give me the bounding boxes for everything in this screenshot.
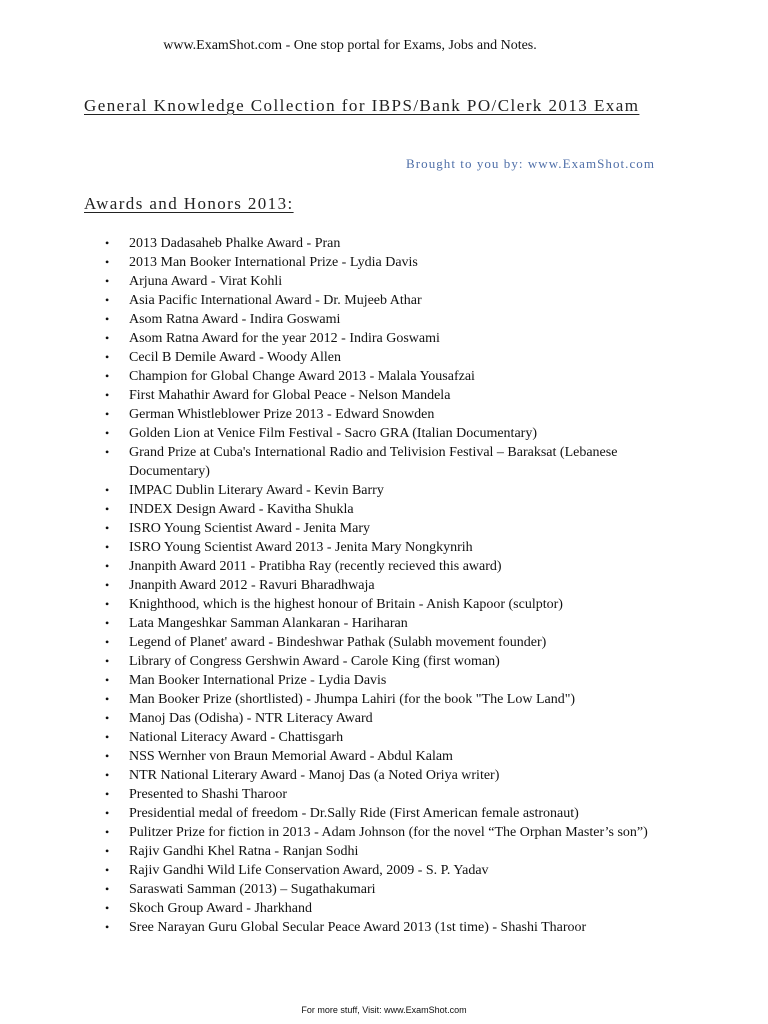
award-text: Knighthood, which is the highest honour of Britain - Anish Kapoor (sculptor) xyxy=(129,597,563,612)
header-banner: www.ExamShot.com - One stop portal for Exams, Jobs and Notes. xyxy=(163,38,537,53)
list-item xyxy=(105,918,675,937)
bullet-icon: • xyxy=(105,483,110,497)
award-text: Champion for Global Change Award 2013 - Malala Yousafzai xyxy=(129,369,475,384)
bullet-icon: • xyxy=(105,502,110,516)
list-item xyxy=(105,348,675,367)
award-text: Golden Lion at Venice Film Festival - Sacro GRA (Italian Documentary) xyxy=(129,426,537,441)
list-item xyxy=(105,747,675,766)
award-text: First Mahathir Award for Global Peace - Nelson Mandela xyxy=(129,388,451,403)
award-text: Skoch Group Award - Jharkhand xyxy=(129,901,313,916)
bullet-icon: • xyxy=(105,749,110,763)
award-text: Asia Pacific International Award - Dr. Mujeeb Athar xyxy=(129,293,422,308)
list-item xyxy=(105,690,675,709)
brought-by-line: Brought to you by: www.ExamShot.com xyxy=(406,156,655,171)
list-item xyxy=(105,367,675,386)
bullet-icon: • xyxy=(105,863,110,877)
list-item xyxy=(105,709,675,728)
award-text: Jnanpith Award 2012 - Ravuri Bharadhwaja xyxy=(129,578,375,593)
list-item xyxy=(105,253,675,272)
list-item xyxy=(105,310,675,329)
list-item xyxy=(105,234,675,253)
award-text: IMPAC Dublin Literary Award - Kevin Barry xyxy=(129,483,384,498)
list-item xyxy=(105,804,675,823)
list-item xyxy=(105,291,675,310)
award-text: ISRO Young Scientist Award - Jenita Mary xyxy=(129,521,370,536)
bullet-icon: • xyxy=(105,578,110,592)
award-text: Saraswati Samman (2013) – Sugathakumari xyxy=(129,882,376,897)
bullet-icon: • xyxy=(105,445,110,459)
list-item xyxy=(105,386,675,405)
bullet-icon: • xyxy=(105,331,110,345)
section-heading-awards: Awards and Honors 2013: xyxy=(84,194,294,213)
award-text: Sree Narayan Guru Global Secular Peace Award 2013 (1st time) - Shashi Tharoor xyxy=(129,920,587,935)
award-text: Legend of Planet' award - Bindeshwar Pathak (Sulabh movement founder) xyxy=(129,635,547,650)
bullet-icon: • xyxy=(105,673,110,687)
bullet-icon: • xyxy=(105,711,110,725)
footer-note: For more stuff, Visit: www.ExamShot.com xyxy=(301,1005,467,1015)
award-text: German Whistleblower Prize 2013 - Edward Snowden xyxy=(129,407,435,422)
award-text: INDEX Design Award - Kavitha Shukla xyxy=(129,502,354,517)
list-item xyxy=(105,614,675,633)
bullet-icon: • xyxy=(105,920,110,934)
awards-list xyxy=(105,234,675,937)
award-text: Lata Mangeshkar Samman Alankaran - Hariharan xyxy=(129,616,408,631)
list-item xyxy=(105,785,675,804)
list-item xyxy=(105,500,675,519)
list-item xyxy=(105,728,675,747)
award-text: Library of Congress Gershwin Award - Carole King (first woman) xyxy=(129,654,500,669)
award-text: Rajiv Gandhi Khel Ratna - Ranjan Sodhi xyxy=(129,844,359,859)
bullet-icon: • xyxy=(105,388,110,402)
list-item xyxy=(105,443,675,481)
bullet-icon: • xyxy=(105,559,110,573)
bullet-icon: • xyxy=(105,654,110,668)
list-item xyxy=(105,576,675,595)
bullet-icon: • xyxy=(105,274,110,288)
list-item xyxy=(105,766,675,785)
award-text: National Literacy Award - Chattisgarh xyxy=(129,730,344,745)
list-item xyxy=(105,671,675,690)
list-item xyxy=(105,861,675,880)
award-text: Rajiv Gandhi Wild Life Conservation Award, 2009 - S. P. Yadav xyxy=(129,863,489,878)
award-text: Presidential medal of freedom - Dr.Sally Ride (First American female astronaut) xyxy=(129,806,579,821)
list-item xyxy=(105,329,675,348)
bullet-icon: • xyxy=(105,350,110,364)
award-text: 2013 Dadasaheb Phalke Award - Pran xyxy=(129,236,341,251)
list-item xyxy=(105,899,675,918)
bullet-icon: • xyxy=(105,312,110,326)
bullet-icon: • xyxy=(105,407,110,421)
bullet-icon: • xyxy=(105,597,110,611)
list-item xyxy=(105,519,675,538)
bullet-icon: • xyxy=(105,293,110,307)
award-text: Jnanpith Award 2011 - Pratibha Ray (recently recieved this award) xyxy=(129,559,502,574)
list-item xyxy=(105,880,675,899)
list-item xyxy=(105,481,675,500)
bullet-icon: • xyxy=(105,825,110,839)
list-item xyxy=(105,595,675,614)
award-text: Pulitzer Prize for fiction in 2013 - Adam Johnson (for the novel “The Orphan Master’s son”) xyxy=(129,825,648,840)
bullet-icon: • xyxy=(105,635,110,649)
award-text: Arjuna Award - Virat Kohli xyxy=(129,274,283,289)
list-item xyxy=(105,424,675,443)
list-item xyxy=(105,538,675,557)
bullet-icon: • xyxy=(105,806,110,820)
bullet-icon: • xyxy=(105,787,110,801)
award-text: Manoj Das (Odisha) - NTR Literacy Award xyxy=(129,711,373,726)
award-text: Cecil B Demile Award - Woody Allen xyxy=(129,350,341,365)
award-text: 2013 Man Booker International Prize - Lydia Davis xyxy=(129,255,418,270)
list-item xyxy=(105,633,675,652)
award-text: Man Booker International Prize - Lydia Davis xyxy=(129,673,387,688)
bullet-icon: • xyxy=(105,844,110,858)
bullet-icon: • xyxy=(105,768,110,782)
award-text: Asom Ratna Award - Indira Goswami xyxy=(129,312,341,327)
bullet-icon: • xyxy=(105,255,110,269)
list-item xyxy=(105,405,675,424)
award-text: NTR National Literary Award - Manoj Das (a Noted Oriya writer) xyxy=(129,768,500,783)
award-text: NSS Wernher von Braun Memorial Award - Abdul Kalam xyxy=(129,749,453,764)
document-title: General Knowledge Collection for IBPS/Bank PO/Clerk 2013 Exam xyxy=(84,96,640,115)
bullet-icon: • xyxy=(105,882,110,896)
bullet-icon: • xyxy=(105,692,110,706)
bullet-icon: • xyxy=(105,369,110,383)
list-item xyxy=(105,272,675,291)
list-item xyxy=(105,652,675,671)
bullet-icon: • xyxy=(105,521,110,535)
award-text: Asom Ratna Award for the year 2012 - Indira Goswami xyxy=(129,331,440,346)
award-text: Man Booker Prize (shortlisted) - Jhumpa Lahiri (for the book "The Low Land") xyxy=(129,692,576,707)
bullet-icon: • xyxy=(105,236,110,250)
bullet-icon: • xyxy=(105,616,110,630)
bullet-icon: • xyxy=(105,540,110,554)
list-item xyxy=(105,823,675,842)
award-text: Grand Prize at Cuba's International Radio and Telivision Festival – Baraksat (Lebanese Documentary) xyxy=(129,445,618,479)
list-item xyxy=(105,842,675,861)
list-item xyxy=(105,557,675,576)
award-text: Presented to Shashi Tharoor xyxy=(129,787,287,802)
bullet-icon: • xyxy=(105,426,110,440)
bullet-icon: • xyxy=(105,901,110,915)
bullet-icon: • xyxy=(105,730,110,744)
award-text: ISRO Young Scientist Award 2013 - Jenita Mary Nongkynrih xyxy=(129,540,473,555)
